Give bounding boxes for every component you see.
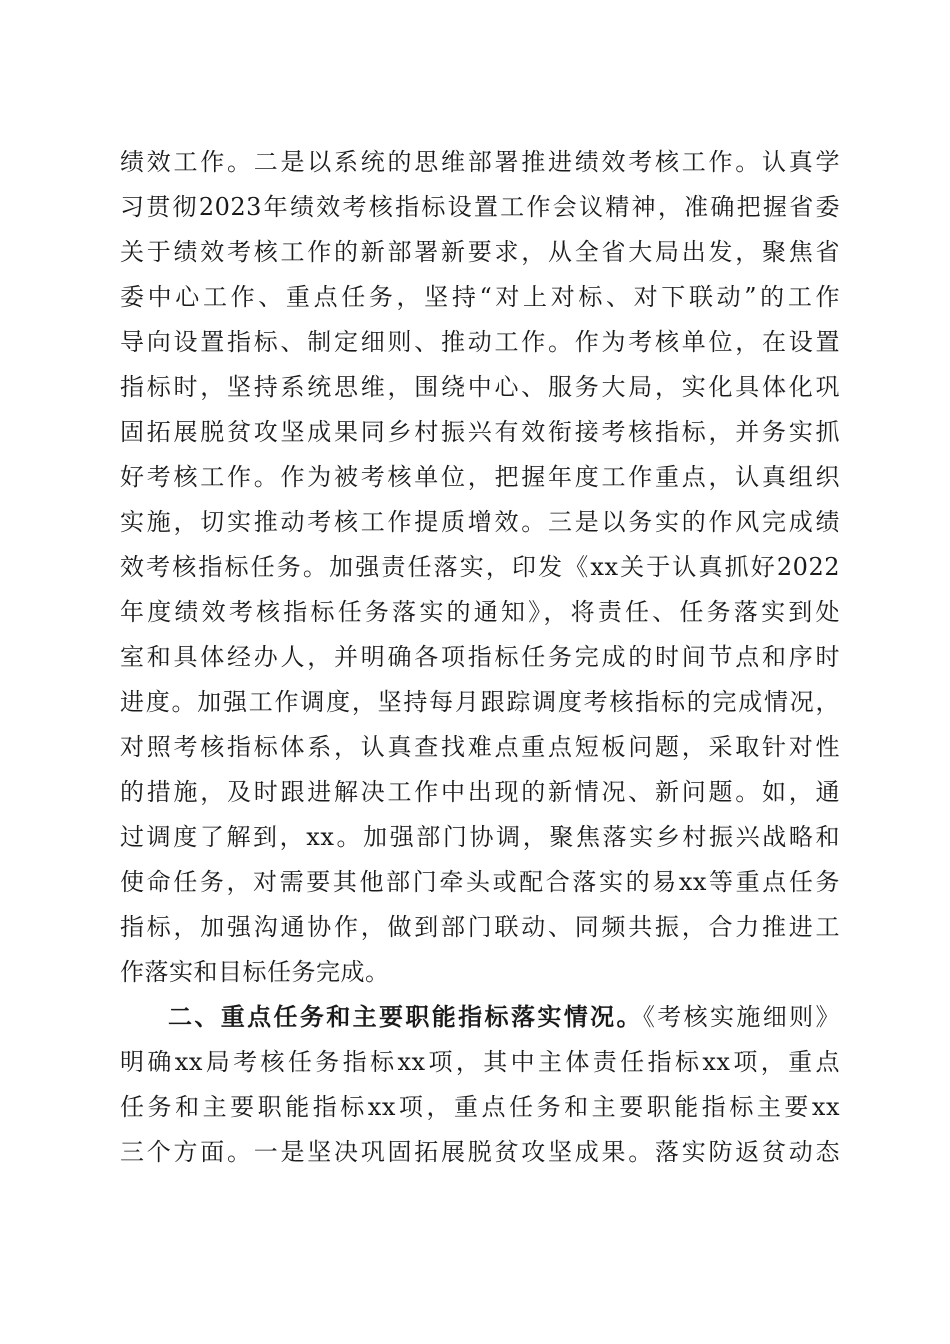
text-line: 任务和主要职能指标xx项，重点任务和主要职能指标主要xx (120, 1093, 840, 1121)
text-line: 绩效工作。二是以系统的思维部署推进绩效考核工作。认真学 (120, 148, 840, 176)
text-line: 三个方面。一是坚决巩固拓展脱贫攻坚成果。落实防返贫动态 (120, 1138, 840, 1166)
text-line: 进度。加强工作调度，坚持每月跟踪调度考核指标的完成情况， (120, 688, 840, 716)
text-line: 室和具体经办人，并明确各项指标任务完成的时间节点和序时 (120, 643, 840, 671)
text-line: 实施，切实推动考核工作提质增效。三是以务实的作风完成绩 (120, 508, 840, 536)
section-heading-line (120, 995, 840, 1040)
section-heading: 二、重点任务和主要职能指标落实情况。 (168, 1003, 643, 1031)
section-heading-rest: 《考核实施细则》 (642, 1003, 841, 1031)
text-line: 过调度了解到，xx。加强部门协调，聚焦落实乡村振兴战略和 (120, 823, 840, 851)
text-line: 作落实和目标任务完成。 (120, 958, 390, 986)
text-line: 效考核指标任务。加强责任落实，印发《xx关于认真抓好2022 (120, 553, 840, 581)
text-line: 指标时，坚持系统思维，围绕中心、服务大局，实化具体化巩 (120, 373, 840, 401)
text-line: 导向设置指标、制定细则、推动工作。作为考核单位，在设置 (120, 328, 840, 356)
text-line: 对照考核指标体系，认真查找难点重点短板问题，采取针对性 (120, 733, 840, 761)
text-line: 明确xx局考核任务指标xx项，其中主体责任指标xx项，重点 (120, 1048, 840, 1076)
body-text (120, 140, 840, 1175)
text-line: 的措施，及时跟进解决工作中出现的新情况、新问题。如，通 (120, 778, 840, 806)
text-line: 好考核工作。作为被考核单位，把握年度工作重点，认真组织 (120, 463, 840, 491)
text-line: 固拓展脱贫攻坚成果同乡村振兴有效衔接考核指标，并务实抓 (120, 418, 840, 446)
text-line: 习贯彻2023年绩效考核指标设置工作会议精神，准确把握省委 (120, 193, 840, 221)
text-line: 使命任务，对需要其他部门牵头或配合落实的易xx等重点任务 (120, 868, 840, 896)
text-line: 年度绩效考核指标任务落实的通知》，将责任、任务落实到处 (120, 598, 840, 626)
text-line: 关于绩效考核工作的新部署新要求，从全省大局出发，聚焦省 (120, 238, 840, 266)
text-line: 委中心工作、重点任务，坚持“对上对标、对下联动”的工作 (120, 283, 840, 311)
text-line: 指标，加强沟通协作，做到部门联动、同频共振，合力推进工 (120, 913, 840, 941)
